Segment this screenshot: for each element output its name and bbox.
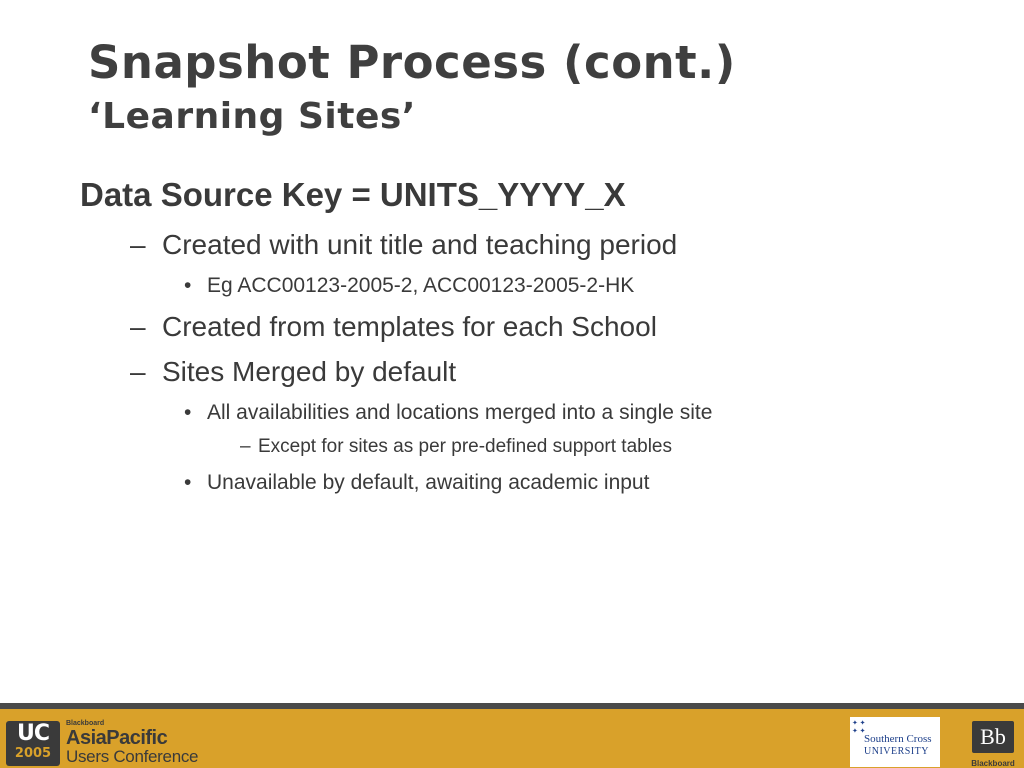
item-text: Unavailable by default, awaiting academic input <box>207 471 650 494</box>
list-item <box>184 274 634 298</box>
title-subtitle: ‘Learning Sites’ <box>88 96 416 137</box>
conference-logo <box>66 719 198 766</box>
blackboard-logo <box>968 721 1018 768</box>
list-item <box>130 311 657 343</box>
southern-cross-university-logo <box>850 717 940 767</box>
footer-band <box>0 703 1024 768</box>
conference-region: AsiaPacific <box>66 727 168 749</box>
list-item <box>130 356 456 388</box>
list-item <box>130 229 677 261</box>
dash-marker: – <box>240 436 251 457</box>
conference-event: Users Conference <box>66 747 199 766</box>
item-text: Eg ACC00123-2005-2, ACC00123-2005-2-HK <box>207 274 635 297</box>
stars-icon: ✦ ✦ ✦ ✦ <box>852 719 866 735</box>
list-item <box>184 401 712 425</box>
dash-marker: – <box>130 356 146 387</box>
item-text: All availabilities and locations merged into a single site <box>207 401 713 424</box>
list-item <box>240 436 672 458</box>
title-main: Snapshot Process (cont.) <box>88 36 736 89</box>
heading-text: Data Source Key = UNITS_YYYY_X <box>80 176 626 213</box>
item-text: Sites Merged by default <box>162 356 457 387</box>
bullet-marker: • <box>184 471 192 494</box>
bb-mark-icon: Bb <box>972 721 1014 753</box>
heading-data-source-key <box>80 176 626 214</box>
bullet-marker: • <box>184 401 192 424</box>
item-text: Created from templates for each School <box>162 311 657 342</box>
uc2005-logo <box>6 721 60 766</box>
uc-logo-year: 2005 <box>14 746 52 761</box>
bullet-marker: • <box>184 274 192 297</box>
list-item <box>184 471 649 495</box>
scu-university: UNIVERSITY <box>864 746 929 757</box>
uc-logo-text: UC <box>16 721 49 746</box>
dash-marker: – <box>130 311 146 342</box>
scu-name: Southern Cross <box>864 733 932 745</box>
item-text: Except for sites as per pre-defined support tables <box>258 436 673 457</box>
dash-marker: – <box>130 229 146 260</box>
bb-wordmark: Blackboard <box>971 759 1015 768</box>
item-text: Created with unit title and teaching period <box>162 229 678 260</box>
conference-brand: Blackboard <box>66 720 105 727</box>
